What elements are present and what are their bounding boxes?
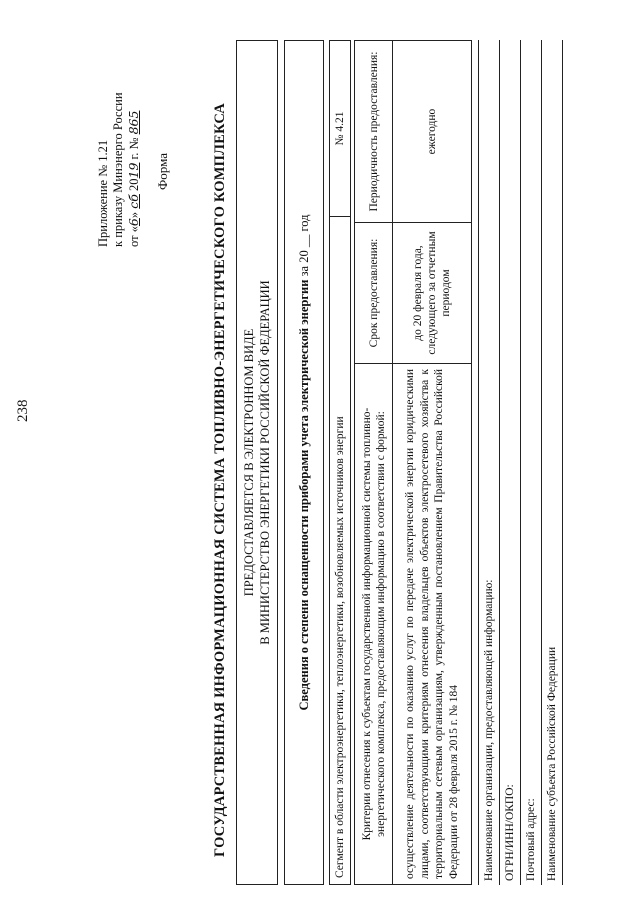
postal-address-field: Почтовый адрес: xyxy=(521,40,542,885)
org-name-field: Наименование организации, предоставляющей информацию: xyxy=(479,40,500,885)
segment-number: № 4.21 xyxy=(330,41,351,217)
periodicity-value: ежегодно xyxy=(393,41,472,223)
segment-box xyxy=(329,40,351,885)
deadline-header: Срок предоставления: xyxy=(355,223,393,364)
gis-title: ГОСУДАРСТВЕННАЯ ИНФОРМАЦИОННАЯ СИСТЕМА ТОПЛИВНО-ЭНЕРГЕТИЧЕСКОГО КОМПЛЕКСА xyxy=(212,103,228,857)
appendix-line-3 xyxy=(126,27,142,247)
page-number: 238 xyxy=(15,399,31,422)
submission-line-1: ПРЕДОСТАВЛЯЕТСЯ В ЭЛЕКТРОННОМ ВИДЕ xyxy=(242,328,256,597)
appendix-month: сб xyxy=(126,194,141,209)
criteria-value: осуществление деятельности по оказанию услуг по передаче электрической энергии юридическими лицами, соответствующими критериям отнесения владельцев объектов электросетевого хозяйства к территориальным сетевым организациям, утвержденным постановлением Правительства Российской Федерации от 28 февраля 2015 г. № 184 xyxy=(393,364,472,885)
criteria-table xyxy=(354,40,472,885)
submission-cell xyxy=(237,41,278,885)
submission-line-2: В МИНИСТЕРСТВО ЭНЕРГЕТИКИ РОССИЙСКОЙ ФЕДЕРАЦИИ xyxy=(258,280,272,645)
deadline-value: до 20 февраля года, следующего за отчетным периодом xyxy=(393,223,472,364)
appendix-year: 19 xyxy=(126,162,141,179)
appendix-line-1: Приложение № 1.21 xyxy=(96,139,110,247)
periodicity-header: Периодичность предоставления: xyxy=(355,41,393,223)
appendix-year-prefix: 20 xyxy=(127,178,141,191)
appendix-note xyxy=(96,27,142,247)
report-title-year: за 20 __ год xyxy=(296,214,311,277)
report-title-cell xyxy=(285,41,324,885)
region-field: Наименование субъекта Российской Федерации xyxy=(542,40,563,885)
appendix-line-2: к приказу Минэнерго России xyxy=(111,92,125,247)
appendix-number: 865 xyxy=(126,110,141,135)
appendix-date-mid: » xyxy=(127,211,141,219)
report-title-bold: Сведения о степени оснащенности приборами учета электрической энергии xyxy=(296,279,311,711)
submission-box xyxy=(236,40,278,885)
appendix-number-prefix: г. № xyxy=(127,137,141,160)
segment-label: Сегмент в области электроэнергетики, теплоэнергетики, возобновляемых источников энергии xyxy=(330,217,351,885)
criteria-header: Критерии отнесения к субъектам государственной информационной системы топливно-энергетического комплекса, предоставляющим информацию в соответствии с формой: xyxy=(355,364,393,885)
report-title-box xyxy=(284,40,324,885)
org-fields xyxy=(478,40,563,885)
form-label: Форма xyxy=(155,153,170,190)
appendix-day: 6 xyxy=(126,218,141,227)
org-ids-field: ОГРН/ИНН/ОКПО: xyxy=(500,40,521,885)
appendix-date-prefix: от « xyxy=(127,226,141,247)
